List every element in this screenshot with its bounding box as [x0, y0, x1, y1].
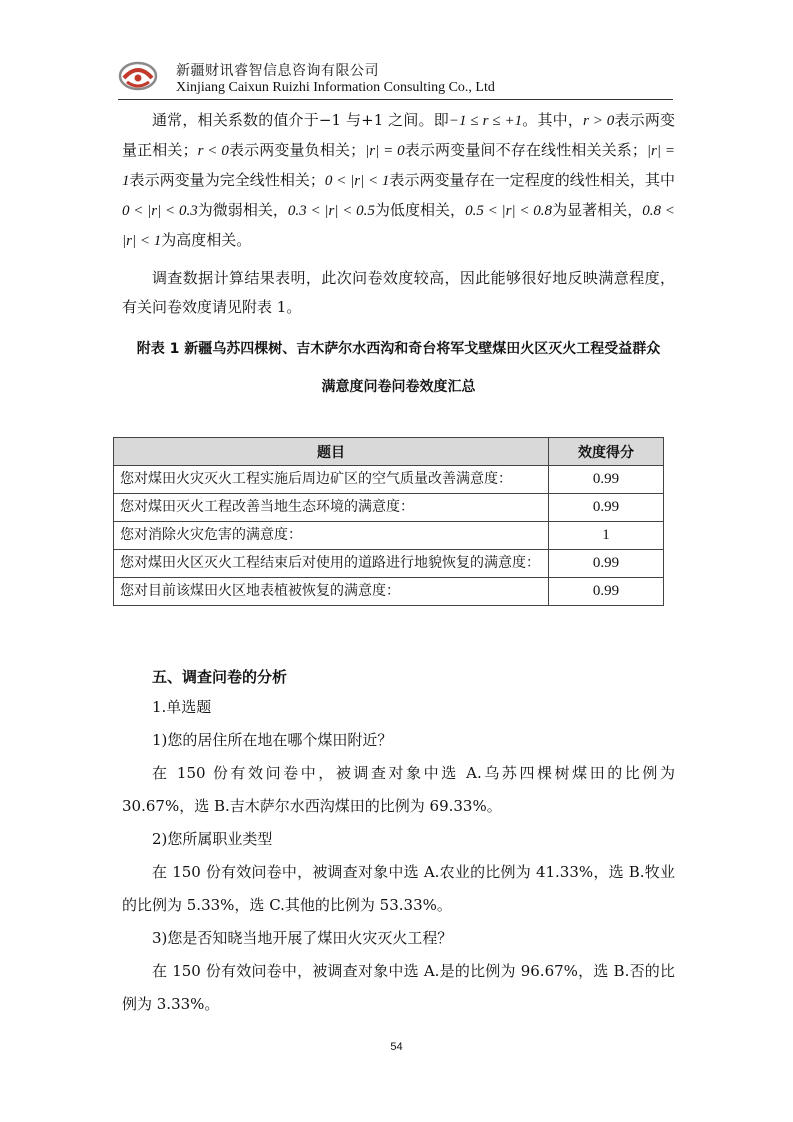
score-cell: 0.99 — [549, 550, 664, 578]
table-row — [114, 550, 664, 578]
math-expression: r < 0 — [197, 143, 229, 159]
math-expression: 0 < |r| < 0.3 — [122, 203, 198, 219]
score-cell: 1 — [549, 522, 664, 550]
intro-section — [122, 106, 675, 406]
section-title: 五、调查问卷的分析 — [152, 668, 288, 686]
question-2-answer: 在 150 份有效问卷中，被调查对象中选 A.农业的比例为 41.33%，选 B.牧业的比例为 5.33%，选 C.其他的比例为 53.33%。 — [122, 863, 675, 914]
table-row — [114, 578, 664, 606]
question-cell: 您对煤田火灾灭火工程实施后周边矿区的空气质量改善满意度： — [114, 466, 549, 494]
question-cell: 您对煤田火区灭火工程结束后对使用的道路进行地貌恢复的满意度： — [114, 550, 549, 578]
header-divider — [118, 99, 673, 100]
column-header-question: 题目 — [114, 438, 549, 466]
math-expression: |r| = 0 — [365, 143, 405, 159]
table-caption-line2: 满意度问卷问卷效度汇总 — [321, 379, 476, 395]
text-segment: 表示两变量正相关； — [122, 111, 676, 159]
question-3: 3)您是否知晓当地开展了煤田火灾灭火工程？ — [152, 929, 453, 947]
company-logo-icon — [118, 56, 158, 96]
math-expression: 0.8 < |r| < 1 — [122, 203, 675, 249]
question-2: 2)您所属职业类型 — [152, 830, 273, 848]
text-segment: 通常，相关系数的值介于−1 与+1 之间。即 — [152, 111, 449, 129]
table-row — [114, 494, 664, 522]
validity-table — [113, 437, 664, 606]
table-header-row — [114, 438, 664, 466]
math-expression: 0.5 < |r| < 0.8 — [465, 203, 553, 219]
question-cell: 您对目前该煤田火区地表植被恢复的满意度： — [114, 578, 549, 606]
math-expression: −1 ≤ r ≤ +1 — [448, 113, 523, 129]
question-cell: 您对煤田灭火工程改善当地生态环境的满意度： — [114, 494, 549, 522]
analysis-section — [122, 663, 675, 1021]
text-segment: 表示两变量负相关； — [228, 141, 366, 159]
question-3-answer: 在 150 份有效问卷中，被调查对象中选 A.是的比例为 96.67%，选 B.否的比例为 3.33%。 — [122, 962, 675, 1013]
text-segment: 为显著相关， — [552, 201, 643, 219]
validity-paragraph: 调查数据计算结果表明，此次问卷效度较高，因此能够很好地反映满意程度，有关问卷效度请见附表 1。 — [122, 269, 675, 316]
company-name-en: Xinjiang Caixun Ruizhi Information Consulting Co., Ltd — [176, 80, 495, 95]
correlation-paragraph — [122, 106, 675, 256]
subsection-title: 1.单选题 — [152, 698, 212, 716]
math-expression: r > 0 — [583, 113, 615, 129]
page-header — [118, 52, 673, 102]
math-expression: 0 < |r| < 1 — [324, 173, 390, 189]
column-header-score: 效度得分 — [549, 438, 664, 466]
question-1-answer: 在 150 份有效问卷中，被调查对象中选 A.乌苏四棵树煤田的比例为 30.67%，选 B.吉木萨尔水西沟煤田的比例为 69.33%。 — [122, 764, 675, 815]
text-segment: 表示两变量存在一定程度的线性相关，其中 — [389, 171, 675, 189]
math-expression: 0.3 < |r| < 0.5 — [287, 203, 375, 219]
company-name-cn: 新疆财讯睿智信息咨询有限公司 — [176, 63, 379, 79]
text-segment: 为微弱相关， — [197, 201, 288, 219]
table-row — [114, 522, 664, 550]
score-cell: 0.99 — [549, 494, 664, 522]
text-segment: 为高度相关。 — [161, 231, 252, 249]
table-caption-line1: 附表 1 新疆乌苏四棵树、吉木萨尔水西沟和奇台将军戈壁煤田火区灭火工程受益群众 — [136, 341, 661, 357]
page-number: 54 — [390, 1041, 403, 1053]
question-1: 1)您的居住所在地在哪个煤田附近？ — [152, 731, 393, 749]
text-segment: 为低度相关， — [374, 201, 466, 219]
text-segment: 表示两变量间不存在线性相关关系； — [404, 141, 647, 159]
text-segment: 表示两变量为完全线性相关； — [129, 171, 325, 189]
table-row — [114, 466, 664, 494]
score-cell: 0.99 — [549, 578, 664, 606]
math-expression: |r| = 1 — [122, 143, 675, 189]
question-cell: 您对消除火灾危害的满意度： — [114, 522, 549, 550]
text-segment: 。其中， — [522, 111, 583, 129]
score-cell: 0.99 — [549, 466, 664, 494]
